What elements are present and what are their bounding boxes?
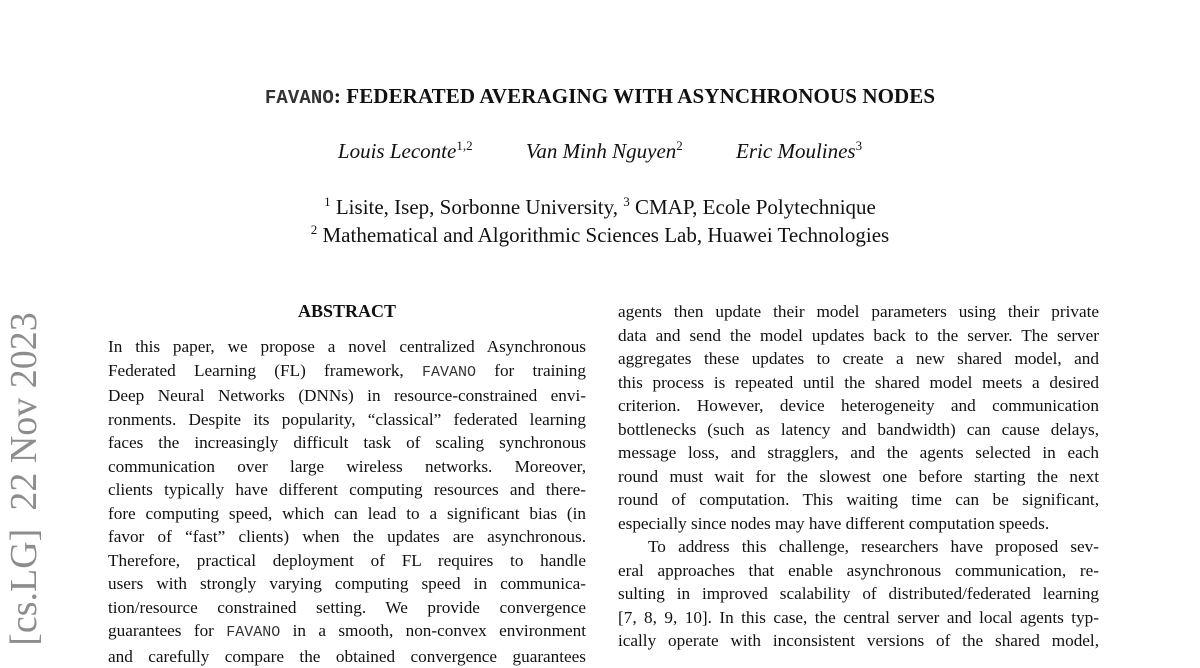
author-affiliation-marker: 1,2: [456, 138, 472, 153]
text-fragment: Federated Learning (FL) framework,: [108, 361, 422, 380]
abstract-heading: ABSTRACT: [108, 301, 586, 322]
text-line: faces the increasingly difficult task of scaling synchronous: [108, 431, 586, 455]
text-line: round of computation. This waiting time can be significant,: [618, 488, 1099, 512]
affiliation-marker: 2: [311, 222, 318, 237]
method-name: FAVANO: [422, 364, 476, 381]
arxiv-sidebar-identifier: [2, 329, 46, 629]
text-line: [108, 359, 586, 385]
text-line: ically operate with inconsistent versions of the shared model,: [618, 629, 1099, 653]
text-fragment: in a smooth, non-convex environment: [280, 621, 586, 640]
text-line: eral approaches that enable asynchronous communication, re-: [618, 559, 1099, 583]
affiliation-line-1: [0, 195, 1200, 220]
text-line: message loss, and stragglers, and the agents selected in each: [618, 441, 1099, 465]
affiliation-text: Mathematical and Algorithmic Sciences Lab, Huawei Technologies: [317, 223, 889, 247]
affiliation-line-2: [0, 223, 1200, 248]
text-line: tion/resource constrained setting. We provide convergence: [108, 596, 586, 620]
author-affiliation-marker: 3: [856, 138, 863, 153]
text-line: and carefully compare the obtained convergence guarantees: [108, 645, 586, 668]
paper-title-method-name: FAVANO: [265, 87, 334, 109]
affiliation-text: Lisite, Isep, Sorbonne University,: [331, 195, 624, 219]
arxiv-category: [cs.LG]: [2, 529, 46, 646]
text-line: criterion. However, device heterogeneity and communication: [618, 394, 1099, 418]
text-line: [7, 8, 9, 10]. In this case, the central server and local agents typ-: [618, 606, 1099, 630]
paper-title: [0, 84, 1200, 109]
arxiv-date: 22 Nov 2023: [2, 312, 46, 510]
author: [736, 139, 862, 163]
text-line: Deep Neural Networks (DNNs) in resource-constrained envi-: [108, 384, 586, 408]
author: [338, 139, 473, 163]
text-line: especially since nodes may have different computation speeds.: [618, 512, 1099, 536]
paper-title-rest: : FEDERATED AVERAGING WITH ASYNCHRONOUS NODES: [334, 84, 935, 108]
text-line: aggregates these updates to create a new shared model, and: [618, 347, 1099, 371]
text-line: data and send the model updates back to the server. The server: [618, 324, 1099, 348]
text-fragment: for training: [476, 361, 586, 380]
text-line: favor of “fast” clients) when the updates are asynchronous.: [108, 525, 586, 549]
text-line: this process is repeated until the shared model meets a desired: [618, 371, 1099, 395]
affiliation-text: CMAP, Ecole Polytechnique: [630, 195, 876, 219]
text-line: To address this challenge, researchers have proposed sev-: [618, 535, 1099, 559]
affiliation-marker: 3: [623, 194, 630, 209]
text-line: round must wait for the slowest one before starting the next: [618, 465, 1099, 489]
text-line: Therefore, practical deployment of FL requires to handle: [108, 549, 586, 573]
author-affiliation-marker: 2: [676, 138, 683, 153]
abstract-body: [108, 335, 586, 668]
affiliation-marker: 1: [324, 194, 331, 209]
text-line: users with strongly varying computing speed in communica-: [108, 572, 586, 596]
author: [526, 139, 683, 163]
text-line: In this paper, we propose a novel centralized Asynchronous: [108, 335, 586, 359]
text-line: agents then update their model parameters using their private: [618, 300, 1099, 324]
text-fragment: guarantees for: [108, 621, 226, 640]
method-name: FAVANO: [226, 624, 280, 641]
author-list: [0, 139, 1200, 164]
text-line: fore computing speed, which can lead to a significant bias (in: [108, 502, 586, 526]
body-text-column: [618, 300, 1099, 653]
author-name: Van Minh Nguyen: [526, 139, 676, 163]
text-line: ronments. Despite its popularity, “classical” federated learning: [108, 408, 586, 432]
author-name: Eric Moulines: [736, 139, 856, 163]
author-name: Louis Leconte: [338, 139, 456, 163]
text-line: [108, 619, 586, 645]
text-line: communication over large wireless networks. Moreover,: [108, 455, 586, 479]
text-line: bottlenecks (such as latency and bandwidth) can cause delays,: [618, 418, 1099, 442]
text-line: clients typically have different computing resources and there-: [108, 478, 586, 502]
text-line: sulting in improved scalability of distributed/federated learning: [618, 582, 1099, 606]
